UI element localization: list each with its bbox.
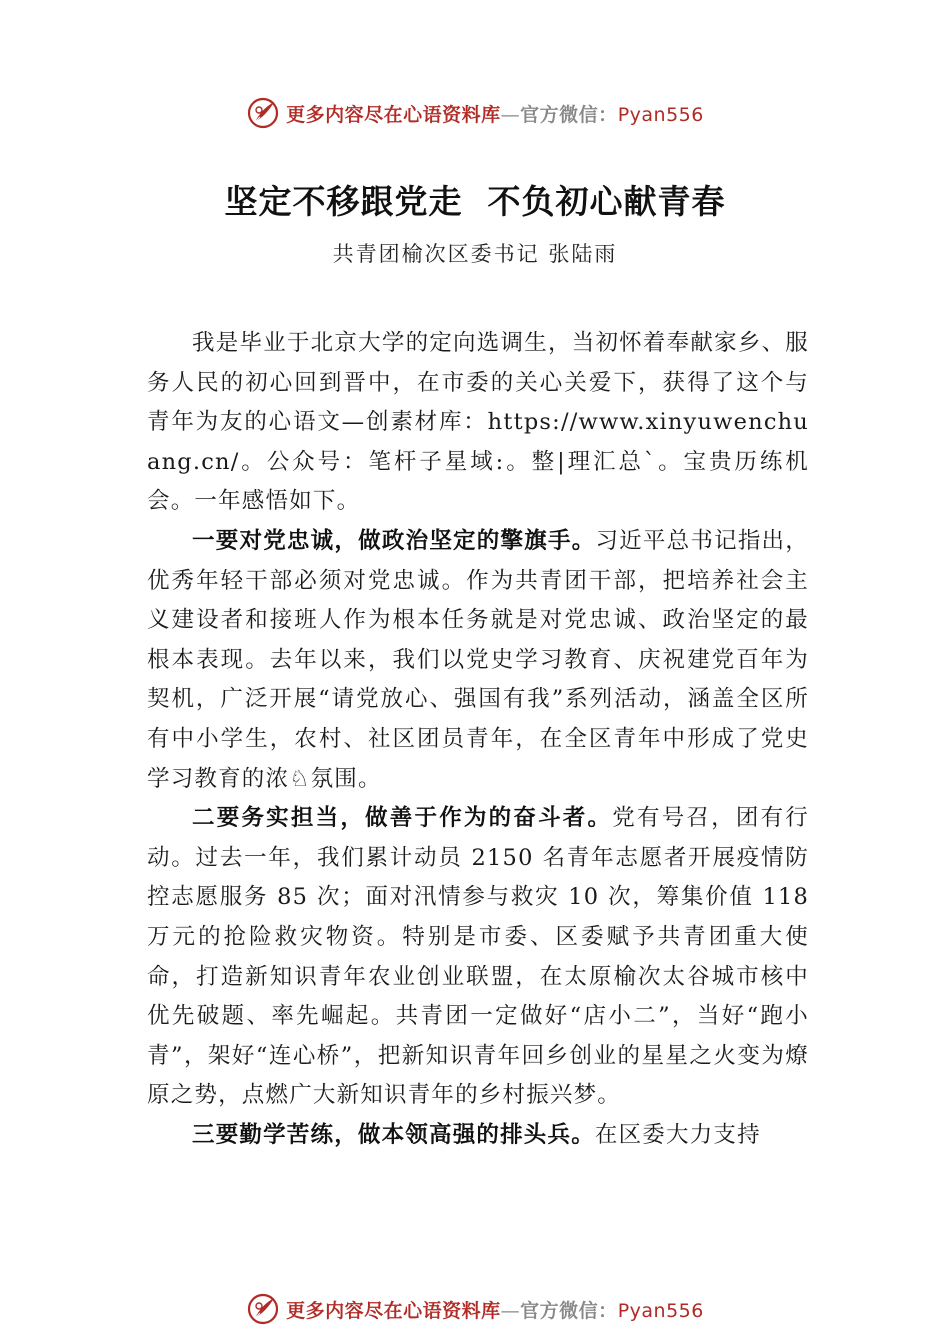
footer-watermark-banner xyxy=(0,1289,950,1329)
document-author: 共青团榆次区委书记 张陆雨 xyxy=(332,242,618,266)
paragraph-text: 我是毕业于北京大学的定向选调生，当初怀着奉献家乡、服务人民的初心回到晋中，在市委的关心关爱下，获得了这个与青年为友的心语文—创素材库：https://www.xinyuwenchuang.cn/。公众号：笔杆子星域:。整|理汇总`。宝贵历练机会。一年感悟如下。 xyxy=(147,330,809,515)
document-title: 坚定不移跟党走 不负初心献青春 xyxy=(224,182,726,221)
banner-handle: Pyan556 xyxy=(617,1299,704,1322)
quill-logo-icon xyxy=(246,1292,280,1326)
banner-handle: Pyan556 xyxy=(617,103,704,126)
paragraph-heading: 二要务实担当，做善于作为的奋斗者。 xyxy=(192,805,613,832)
banner-label: 官方微信： xyxy=(520,103,618,126)
quill-logo-icon xyxy=(246,96,280,130)
paragraph-heading: 三要勤学苦练，做本领高强的排头兵。 xyxy=(192,1121,595,1148)
paragraph xyxy=(147,1116,809,1156)
banner-separator: — xyxy=(500,1299,521,1322)
header-watermark-banner xyxy=(0,93,950,133)
paragraph-text: 在区委大力支持 xyxy=(594,1121,761,1148)
paragraph-text: 党有号召，团有行动。过去一年，我们累计动员 2150 名青年志愿者开展疫情防控志愿服务 85 次；面对汛情参与救灾 10 次，筹集价值 118 万元的抢险救灾物资。特别是市委、区委赋予共青团重大使命，打造新知识青年农业创业联盟，在太原榆次太谷城市核中优先破题、率先崛起。共青团一定做好“店小二”，当好“跑小青”，架好“连心桥”，把新知识青年回乡创业的星星之火变为燎原之势，点燃广大新知识青年的乡村振兴梦。 xyxy=(147,805,809,1109)
document-body xyxy=(147,324,809,1155)
paragraph-text: 习近平总书记指出，优秀年轻干部必须对党忠诚。作为共青团干部，把培养社会主义建设者和接班人作为根本任务就是对党忠诚、政治坚定的最根本表现。去年以来，我们以党史学习教育、庆祝建党百年为契机，广泛开展“请党放心、强国有我”系列活动，涵盖全区所有中小学生，农村、社区团员青年，在全区青年中形成了党史学习教育的浓♘氛围。 xyxy=(147,527,809,792)
paragraph-heading: 一要对党忠诚，做政治坚定的擎旗手。 xyxy=(192,527,596,554)
paragraph xyxy=(147,324,809,522)
paragraph xyxy=(147,522,809,799)
banner-text xyxy=(286,100,704,127)
banner-brand: 更多内容尽在心语资料库 xyxy=(286,1299,501,1322)
banner-label: 官方微信： xyxy=(520,1299,618,1322)
paragraph xyxy=(147,799,809,1116)
banner-text xyxy=(286,1296,704,1323)
banner-brand: 更多内容尽在心语资料库 xyxy=(286,103,501,126)
banner-separator: — xyxy=(500,103,521,126)
